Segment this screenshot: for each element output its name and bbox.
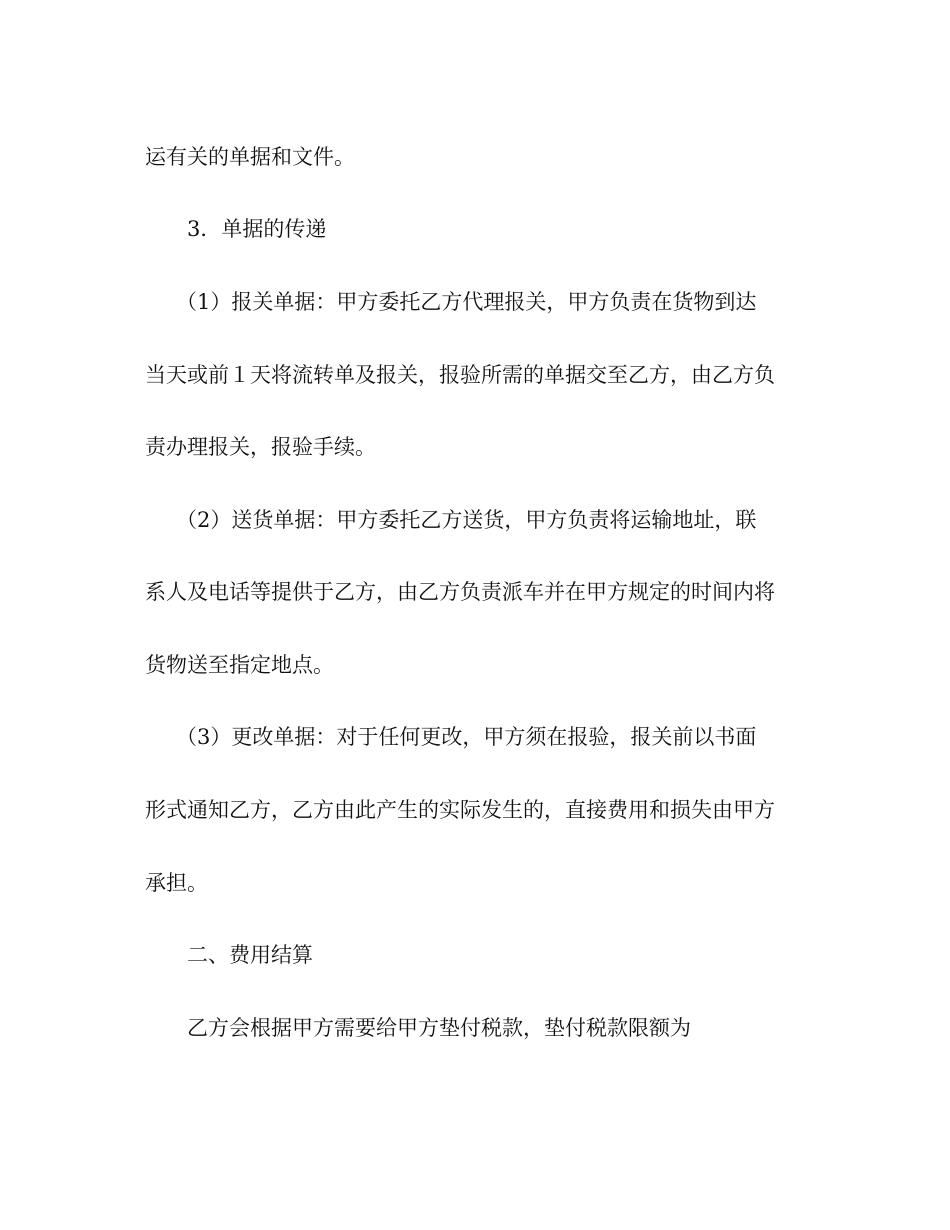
paragraph-line: 承担。	[145, 871, 208, 895]
paragraph-line: 系人及电话等提供于乙方，由乙方负责派车并在甲方规定的时间内将	[145, 580, 775, 604]
paragraph-line: 当天或前１天将流转单及报关，报验所需的单据交至乙方，由乙方负	[145, 363, 775, 387]
section-heading: 3．单据的传递	[187, 217, 327, 241]
paragraph-line: （1）报关单据：甲方委托乙方代理报关，甲方负责在货物到达	[176, 290, 757, 314]
paragraph-line: 形式通知乙方，乙方由此产生的实际发生的，直接费用和损失由甲方	[145, 798, 775, 822]
text-line: 运有关的单据和文件。	[145, 145, 355, 169]
paragraph-line: 乙方会根据甲方需要给甲方垫付税款，垫付税款限额为	[187, 1016, 691, 1040]
paragraph-line: （3）更改单据：对于任何更改，甲方须在报验，报关前以书面	[176, 725, 757, 749]
paragraph-line: 责办理报关，报验手续。	[145, 435, 376, 459]
paragraph-line: （2）送货单据：甲方委托乙方送货，甲方负责将运输地址，联	[176, 508, 757, 532]
paragraph-line: 货物送至指定地点。	[145, 653, 334, 677]
section-heading: 二、费用结算	[187, 943, 313, 967]
